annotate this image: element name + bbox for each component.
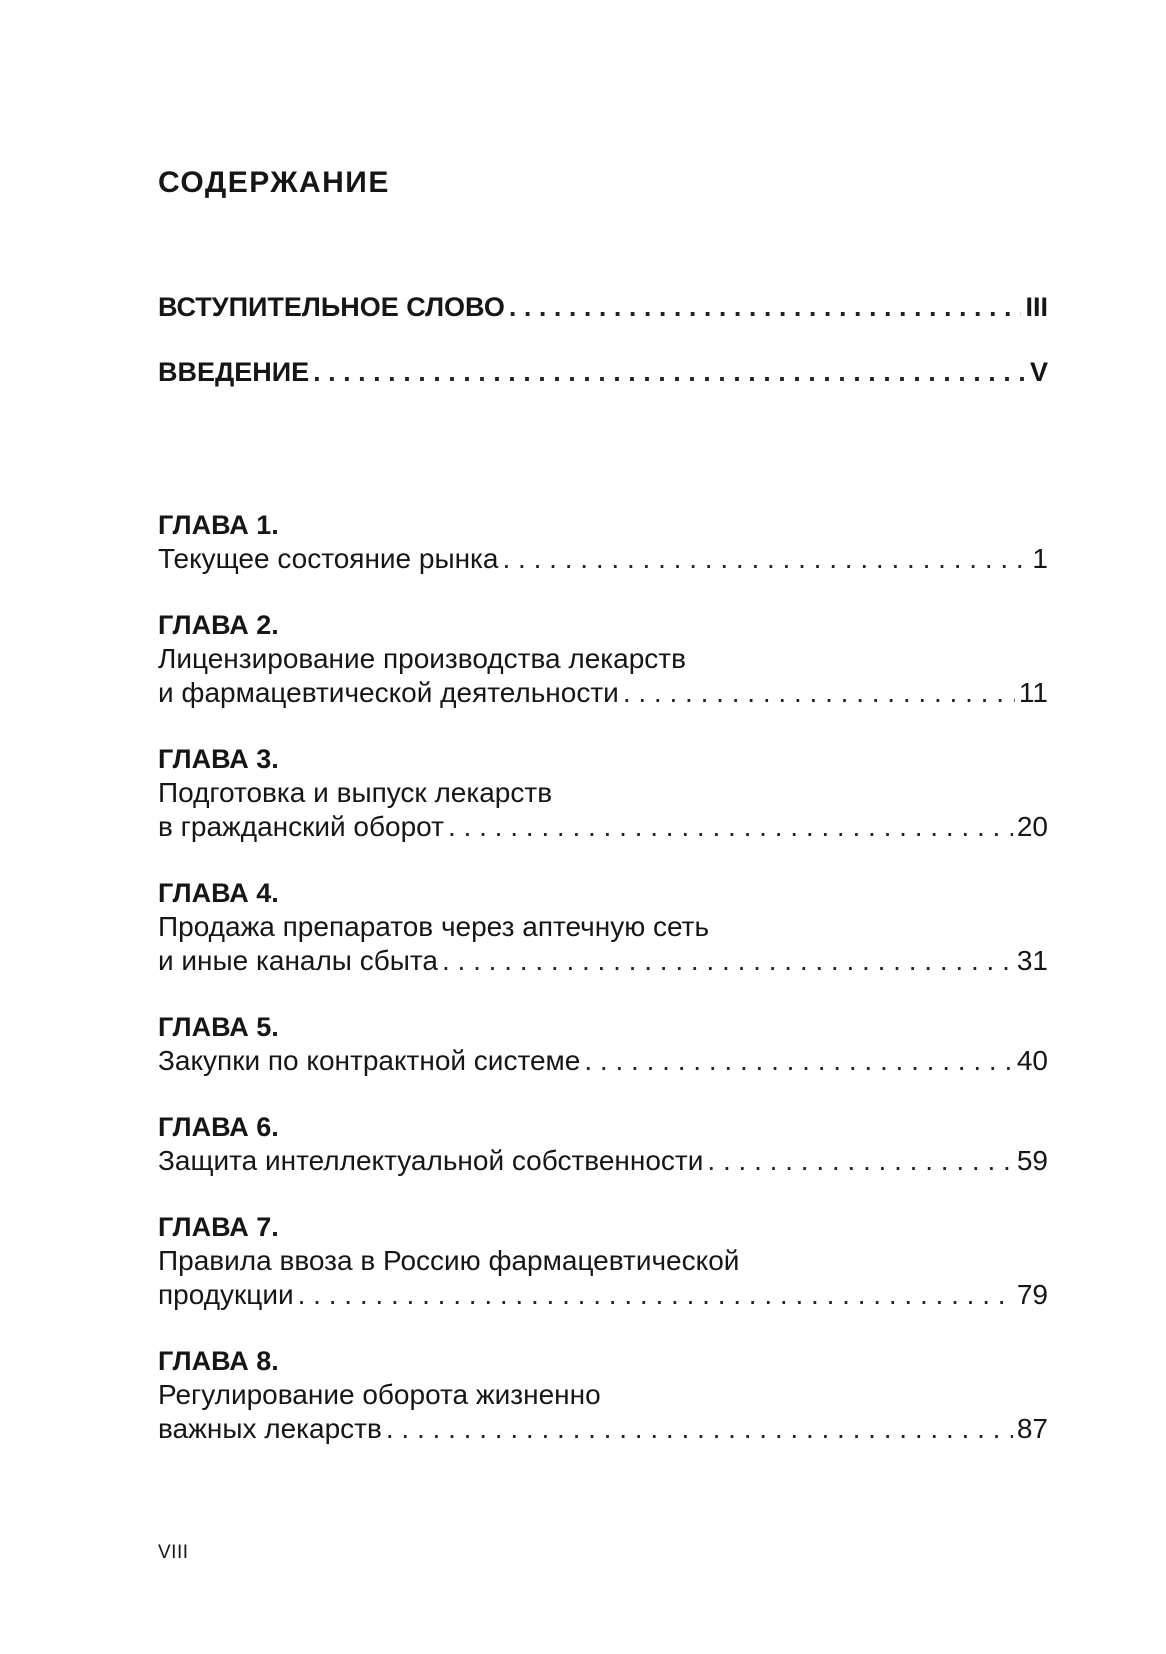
dot-leader <box>386 1412 1013 1446</box>
chapter-label: ГЛАВА 3. <box>158 744 279 774</box>
toc-entry-label: ВВЕДЕНИЕ <box>158 357 310 387</box>
toc-page-number: 1 <box>1032 543 1048 574</box>
toc-entry-chapter-1[interactable] <box>158 508 1048 576</box>
dot-leader <box>584 1044 1012 1078</box>
chapter-title: Закупки по контрактной системе <box>158 1045 581 1076</box>
chapter-label: ГЛАВА 1. <box>158 510 279 540</box>
chapter-title: Текущее состояние рынка <box>158 543 499 574</box>
chapter-list <box>158 508 1048 1478</box>
chapter-label: ГЛАВА 4. <box>158 878 279 908</box>
toc-entry-chapter-5[interactable] <box>158 1010 1048 1078</box>
chapter-title: и иные каналы сбыта <box>158 945 438 976</box>
dot-leader <box>623 676 1015 710</box>
chapter-title: и фармацевтической деятельности <box>158 677 619 708</box>
chapter-title: продукции <box>158 1279 294 1310</box>
toc-page-number: 40 <box>1016 1045 1048 1076</box>
chapter-label: ГЛАВА 2. <box>158 610 279 640</box>
chapter-title: в гражданский оборот <box>158 811 444 842</box>
chapter-title-line: Продажа препаратов через аптечную сеть <box>158 911 710 942</box>
chapter-label: ГЛАВА 5. <box>158 1012 279 1042</box>
toc-page-number: 59 <box>1016 1145 1048 1176</box>
dot-leader <box>298 1278 1013 1312</box>
toc-page-number: III <box>1025 292 1048 322</box>
toc-page-number: 79 <box>1016 1279 1048 1310</box>
chapter-label: ГЛАВА 7. <box>158 1212 279 1242</box>
chapter-title-line: Регулирование оборота жизненно <box>158 1379 601 1410</box>
chapter-label: ГЛАВА 8. <box>158 1346 279 1376</box>
chapter-title-line: Лицензирование производства лекарств <box>158 643 686 674</box>
chapter-title-line: Правила ввоза в Россию фармацевтической <box>158 1245 740 1276</box>
toc-entry-chapter-3[interactable] <box>158 742 1048 844</box>
toc-entry-introduction[interactable] <box>158 355 1048 389</box>
chapter-title: Защита интеллектуальной собственности <box>158 1145 704 1176</box>
dot-leader <box>313 355 1026 389</box>
dot-leader <box>448 810 1013 844</box>
page-number: VIII <box>158 1542 189 1563</box>
toc-entry-chapter-2[interactable] <box>158 608 1048 710</box>
toc-entry-chapter-6[interactable] <box>158 1110 1048 1178</box>
page-title: СОДЕРЖАНИЕ <box>158 166 390 199</box>
toc-entry-label: ВСТУПИТЕЛЬНОЕ СЛОВО <box>158 292 505 322</box>
dot-leader <box>707 1144 1012 1178</box>
chapter-title: важных лекарств <box>158 1413 382 1444</box>
toc-entry-chapter-7[interactable] <box>158 1210 1048 1312</box>
toc-page-number: V <box>1029 357 1048 387</box>
chapter-label: ГЛАВА 6. <box>158 1112 279 1142</box>
dot-leader <box>509 290 1022 324</box>
dot-leader <box>503 542 1029 576</box>
dot-leader <box>442 944 1013 978</box>
toc-page-number: 11 <box>1018 677 1048 708</box>
chapter-title-line: Подготовка и выпуск лекарств <box>158 777 553 808</box>
toc-entry-chapter-4[interactable] <box>158 876 1048 978</box>
toc-entry-chapter-8[interactable] <box>158 1344 1048 1446</box>
toc-page-number: 31 <box>1016 945 1048 976</box>
toc-entry-foreword[interactable] <box>158 290 1048 324</box>
toc-page-number: 87 <box>1016 1413 1048 1444</box>
toc-page-number: 20 <box>1016 811 1048 842</box>
